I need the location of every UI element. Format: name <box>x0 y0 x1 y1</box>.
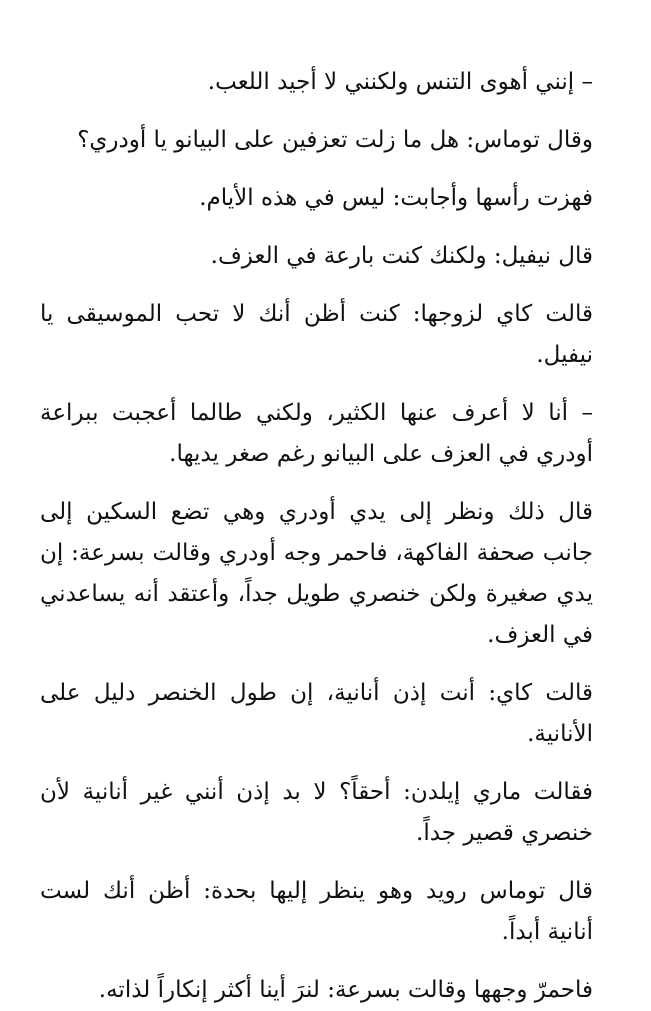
paragraph-4: قال نيفيل: ولكنك كنت بارعة في العزف. <box>210 243 593 269</box>
paragraph-6: – أنا لا أعرف عنها الكثير، ولكني طالما أعجبت ببراعة أودري في العزف على البيانو رغم صغر يديها. <box>40 400 593 467</box>
paragraph-2: وقال توماس: هل ما زلت تعزفين على البيانو يا أودري؟ <box>77 127 593 153</box>
paragraph-8: قالت كاي: أنت إذن أنانية، إن طول الخنصر دليل على الأنانية. <box>40 680 593 747</box>
paragraph-7: قال ذلك ونظر إلى يدي أودري وهي تضع السكين إلى جانب صحفة الفاكهة، فاحمر وجه أودري وقالت بسرعة: إن يدي صغيرة ولكن خنصري طويل جداً، وأعتقد أنه يساعدني في العزف. <box>40 499 593 648</box>
paragraph-1: – إنني أهوى التنس ولكنني لا أجيد اللعب. <box>207 69 593 95</box>
paragraph-3: فهزت رأسها وأجابت: ليس في هذه الأيام. <box>199 185 593 211</box>
paragraph-10: قال توماس رويد وهو ينظر إليها بحدة: أظن أنك لست أنانية أبداً. <box>40 878 593 945</box>
paragraph-5: قالت كاي لزوجها: كنت أظن أنك لا تحب الموسيقى يا نيفيل. <box>40 301 593 368</box>
paragraph-9: فقالت ماري إيلدن: أحقاً؟ لا بد إذن أنني غير أنانية لأن خنصري قصير جداً. <box>40 779 593 846</box>
paragraph-11: فاحمرّ وجهها وقالت بسرعة: لنرَ أينا أكثر إنكاراً لذاته. <box>98 977 593 1003</box>
